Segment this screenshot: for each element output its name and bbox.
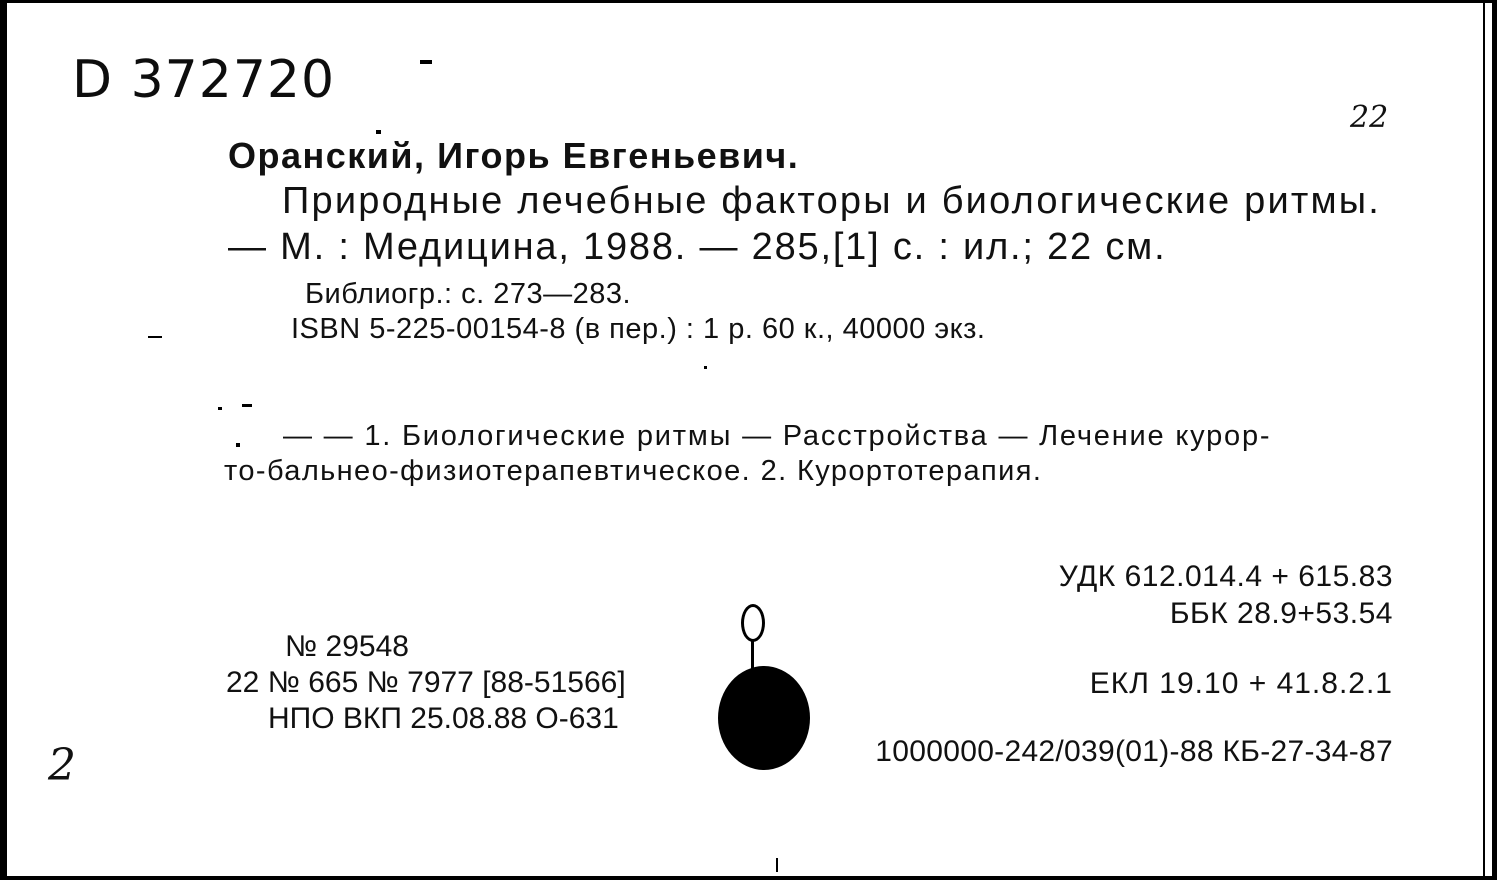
speck xyxy=(236,443,240,447)
card-left-edge xyxy=(0,0,7,880)
udk-code: УДК 612.014.4 + 615.83 xyxy=(1058,560,1393,593)
speck xyxy=(148,336,162,338)
call-number: D 372720 xyxy=(72,50,336,110)
ekl-code: ЕКЛ 19.10 + 41.8.2.1 xyxy=(1089,667,1393,700)
punch-hole-icon xyxy=(718,666,810,770)
order-line: 22 № 665 № 7977 [88-51566] xyxy=(226,666,626,699)
book-title: Природные лечебные факторы и биологические ритмы. xyxy=(282,180,1382,222)
speck xyxy=(242,404,252,407)
speck xyxy=(776,858,778,872)
speck xyxy=(218,407,222,410)
card-top-edge xyxy=(0,0,1497,3)
subjects-line-2: то-бальнео-физиотерапевтическое. 2. Курортотерапия. xyxy=(224,455,1043,487)
bbk-code: ББК 28.9+53.54 xyxy=(1169,597,1393,630)
author-heading: Оранский, Игорь Евгеньевич. xyxy=(228,135,800,176)
punch-stem xyxy=(751,640,754,670)
speck xyxy=(376,130,381,134)
card-right-edge xyxy=(1492,0,1497,880)
publication-info: — М. : Медицина, 1988. — 285,[1] с. : ил.; 22 см. xyxy=(228,226,1167,268)
speck xyxy=(704,366,707,369)
printer-line: НПО ВКП 25.08.88 О-631 xyxy=(268,702,619,735)
isbn-line: ISBN 5-225-00154-8 (в пер.) : 1 р. 60 к., 40000 экз. xyxy=(291,313,986,345)
classification-code: 1000000-242/039(01)-88 КБ-27-34-87 xyxy=(875,735,1393,768)
corner-mark: 22 xyxy=(1350,100,1389,135)
card-number: № 29548 xyxy=(285,630,409,663)
bibliography-note: Библиогр.: с. 273—283. xyxy=(305,278,632,310)
card-right-inner-edge xyxy=(1483,0,1485,880)
punch-ring-icon xyxy=(741,604,765,642)
handwritten-mark: 2 xyxy=(48,740,76,791)
subjects-line-1: — — 1. Биологические ритмы — Расстройства — Лечение курор- xyxy=(283,420,1272,452)
card-bottom-edge xyxy=(0,876,1497,880)
speck xyxy=(420,60,432,64)
